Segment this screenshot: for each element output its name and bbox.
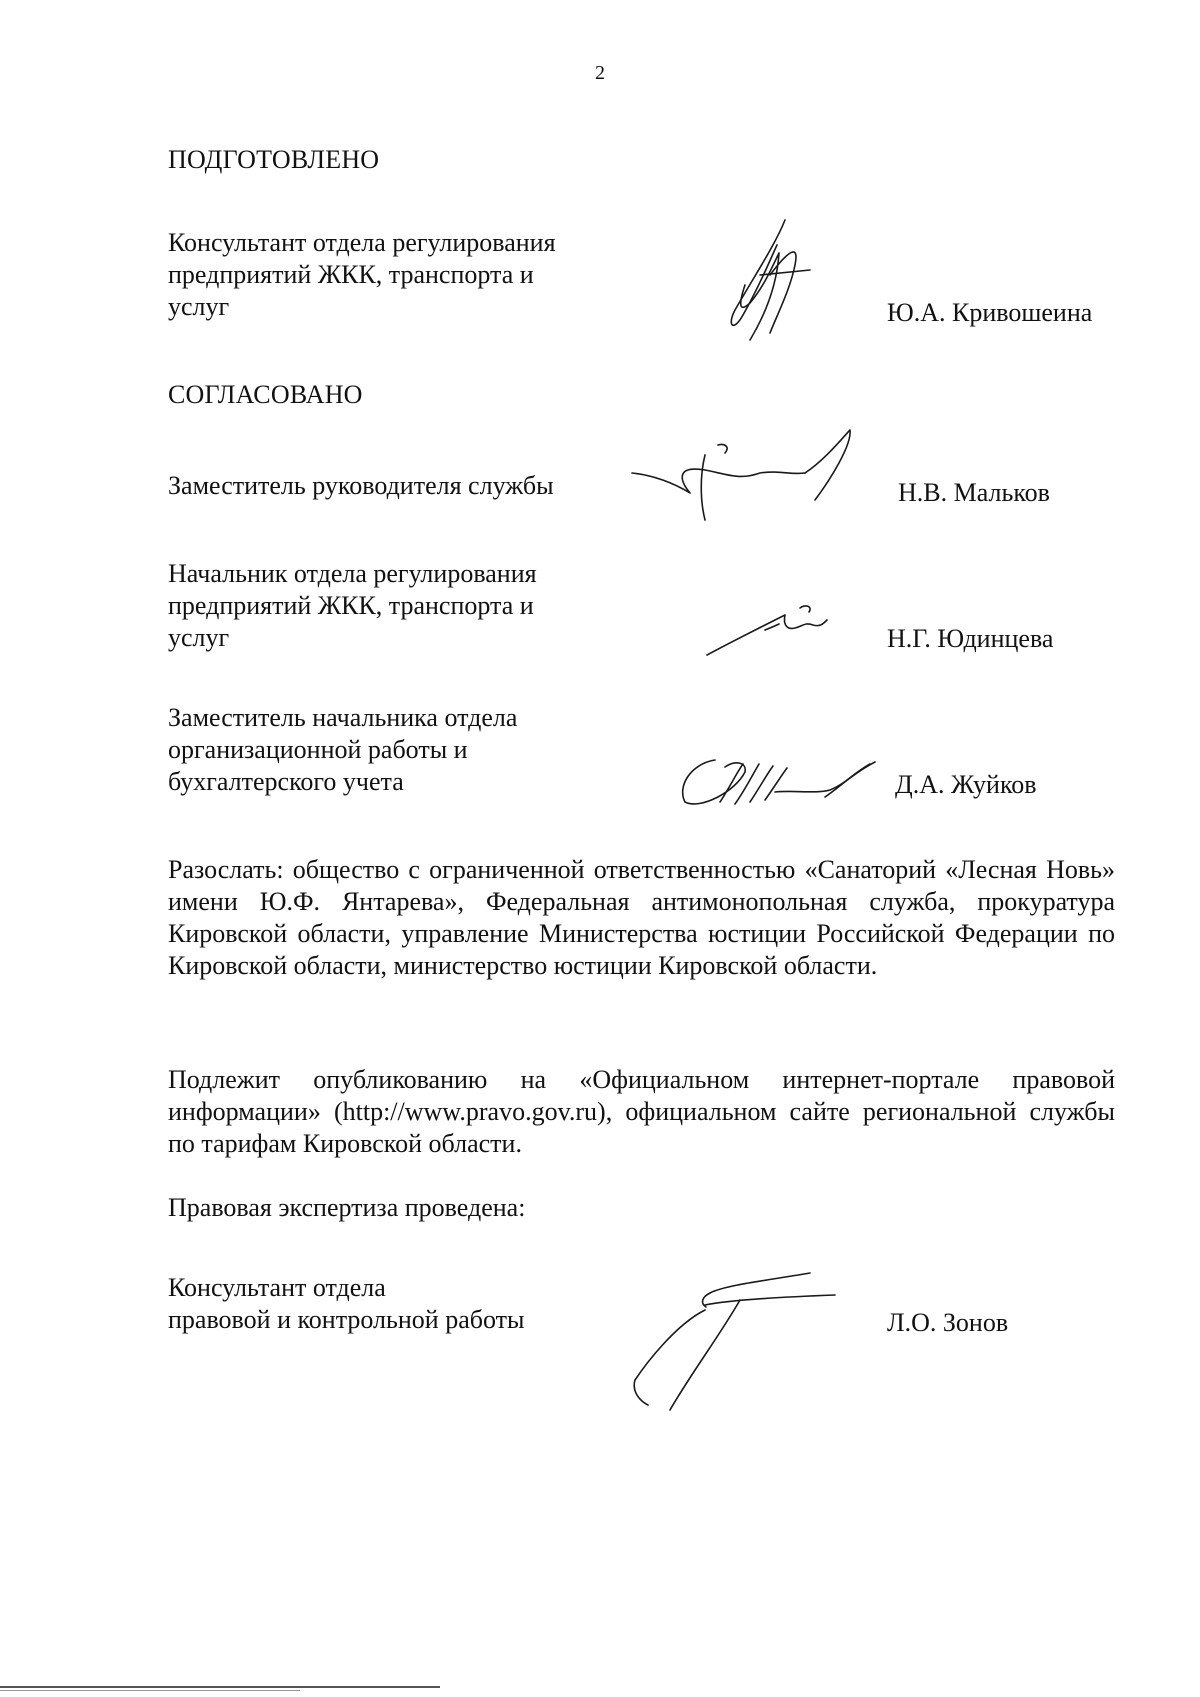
prepared-position <box>168 227 556 323</box>
legal-review-position <box>168 1272 524 1336</box>
signer-position <box>168 702 517 798</box>
prepared-name: Ю.А. Кривошеина <box>887 298 1093 327</box>
position-line: Консультант отдела регулирования <box>168 228 556 257</box>
signature-yudintseva <box>705 600 835 660</box>
prepared-heading: ПОДГОТОВЛЕНО <box>168 145 380 174</box>
distribution-paragraph: Разослать: общество с ограниченной ответственностью «Санаторий «Лесная Новь» имени Ю.Ф. Янтарева», Федеральная антимонопольная служба, прокуратура Кировской области, управление Министерства юстиции Российской Федерации по Кировской области, министерство юстиции Кировской области. <box>168 855 1115 980</box>
signature-krivosheina <box>715 215 825 355</box>
position-line: услуг <box>168 623 230 652</box>
position-line: предприятий ЖКК, транспорта и <box>168 591 534 620</box>
position-line: бухгалтерского учета <box>168 767 404 796</box>
signer-position <box>168 558 537 654</box>
legal-review-heading: Правовая экспертиза проведена: <box>168 1193 526 1222</box>
position-line: Начальник отдела регулирования <box>168 559 537 588</box>
signer-name: Н.В. Мальков <box>898 478 1050 507</box>
legal-review-name: Л.О. Зонов <box>887 1308 1009 1337</box>
position-line: услуг <box>168 292 230 321</box>
scan-edge-line <box>0 1690 300 1691</box>
page-number: 2 <box>595 62 605 84</box>
signer-name: Д.А. Жуйков <box>895 770 1037 799</box>
position-line: правовой и контрольной работы <box>168 1305 525 1334</box>
position-line: Консультант отдела <box>168 1273 386 1302</box>
signer-name: Н.Г. Юдинцева <box>887 624 1054 653</box>
position-line: Заместитель руководителя службы <box>168 471 554 500</box>
scan-edge-line <box>0 1686 440 1688</box>
signature-zonov <box>630 1265 840 1415</box>
signature-malkov <box>630 425 880 530</box>
position-line: Заместитель начальника отдела <box>168 703 518 732</box>
position-line: предприятий ЖКК, транспорта и <box>168 260 534 289</box>
position-line: организационной работы и <box>168 735 468 764</box>
signature-zhuykov <box>675 752 885 812</box>
publication-paragraph: Подлежит опубликованию на «Официальном интернет-портале правовой информации» (http://www.pravo.gov.ru), официальном сайте региональной службы по тарифам Кировской области. <box>168 1065 1115 1158</box>
signer-position <box>168 470 554 502</box>
agreed-heading: СОГЛАСОВАНО <box>168 380 363 409</box>
